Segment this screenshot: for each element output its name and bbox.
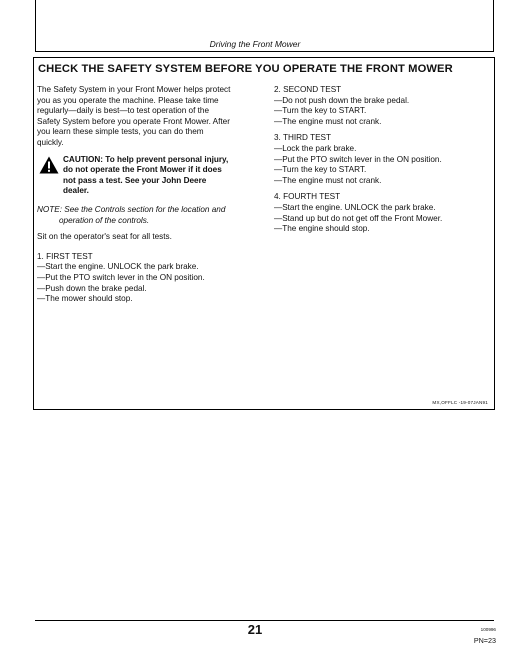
warning-triangle-icon bbox=[39, 156, 59, 174]
intro-line: regularly—daily is best—to test operation of the bbox=[37, 106, 210, 116]
page-number: 21 bbox=[247, 622, 263, 637]
fourth-test-step: —Start the engine. UNLOCK the park brake. bbox=[274, 202, 436, 212]
second-test-step: —The engine must not crank. bbox=[274, 116, 382, 126]
first-test-step: —Start the engine. UNLOCK the park brake. bbox=[37, 262, 199, 272]
caution-line: dealer. bbox=[63, 186, 89, 196]
note-line: operation of the controls. bbox=[59, 215, 150, 225]
caution-line: CAUTION: To help prevent personal injury, bbox=[63, 154, 229, 164]
fourth-test-step: —The engine should stop. bbox=[274, 224, 370, 234]
safety-system-box bbox=[33, 57, 495, 410]
left-column bbox=[37, 85, 255, 311]
first-test-heading: 1. FIRST TEST bbox=[37, 251, 93, 261]
intro-line: quickly. bbox=[37, 137, 64, 147]
note-paragraph bbox=[37, 205, 255, 226]
fourth-test-heading: 4. FOURTH TEST bbox=[274, 192, 341, 202]
right-column bbox=[274, 85, 494, 241]
third-test-step: —Turn the key to START. bbox=[274, 165, 367, 175]
first-test-step: —Push down the brake pedal. bbox=[37, 283, 147, 293]
footer-rule bbox=[35, 620, 494, 621]
second-test bbox=[274, 85, 494, 127]
caution-line: not pass a test. See your John Deere bbox=[63, 175, 207, 185]
intro-line: you learn these simple tests, you can do them bbox=[37, 127, 204, 137]
caution-line: do not operate the Front Mower if it does bbox=[63, 165, 222, 175]
third-test-step: —Put the PTO switch lever in the ON position. bbox=[274, 154, 442, 164]
third-test bbox=[274, 133, 494, 186]
intro-line: Safety System before you operate Front Mower. After bbox=[37, 116, 230, 126]
second-test-step: —Do not push down the brake pedal. bbox=[274, 95, 410, 105]
third-test-heading: 3. THIRD TEST bbox=[274, 133, 332, 143]
second-test-step: —Turn the key to START. bbox=[274, 106, 367, 116]
intro-line: you as you operate the machine. Please take time bbox=[37, 95, 219, 105]
header-rule bbox=[35, 51, 494, 52]
third-test-step: —The engine must not crank. bbox=[274, 175, 382, 185]
intro-paragraph bbox=[37, 85, 255, 149]
first-test bbox=[37, 252, 255, 305]
caution-block bbox=[37, 155, 255, 197]
running-header: Driving the Front Mower bbox=[209, 39, 301, 49]
fourth-test-step: —Stand up but do not get off the Front Mower. bbox=[274, 213, 443, 223]
note-line: NOTE: See the Controls section for the location and bbox=[37, 204, 226, 214]
first-test-step: —The mower should stop. bbox=[37, 294, 133, 304]
sit-instruction: Sit on the operator's seat for all tests. bbox=[37, 232, 172, 242]
footer-code: 100996 bbox=[480, 627, 496, 632]
footer-pn: PN=23 bbox=[473, 636, 496, 645]
second-test-heading: 2. SECOND TEST bbox=[274, 85, 342, 94]
intro-line: The Safety System in your Front Mower helps protect bbox=[37, 85, 231, 94]
first-test-step: —Put the PTO switch lever in the ON position. bbox=[37, 272, 205, 282]
third-test-step: —Lock the park brake. bbox=[274, 143, 357, 153]
box-reference-code: MX,OFFLC -19-07JAN91 bbox=[432, 400, 488, 405]
section-title: CHECK THE SAFETY SYSTEM BEFORE YOU OPERATE THE FRONT MOWER bbox=[38, 63, 453, 75]
fourth-test bbox=[274, 192, 494, 234]
